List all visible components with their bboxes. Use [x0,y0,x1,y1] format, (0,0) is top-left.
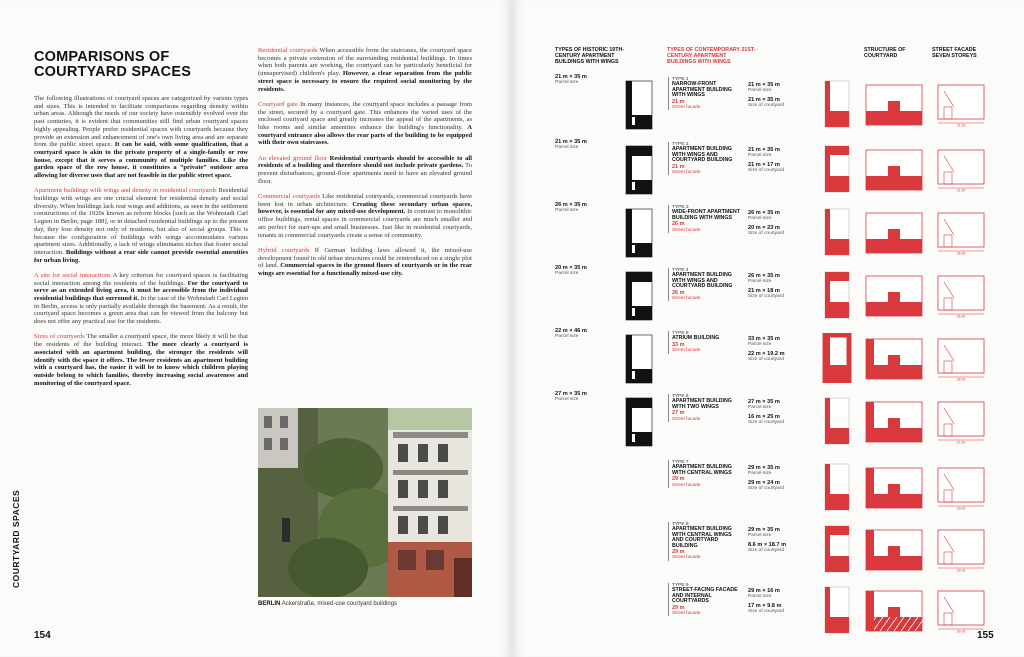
type-label [668,77,740,110]
type-dimensions [748,211,808,237]
type-name: STREET-FACING FACADE AND INTERNAL COURTYARDS [672,587,738,605]
street-facade-icon [930,528,992,572]
type-parcel-dims: 27 m × 35 m [748,399,780,405]
type-name: APARTMENT BUILDING WITH CENTRAL WINGS AND COURTYARD BUILDING [672,526,732,549]
type-name: APARTMENT BUILDING WITH WINGS AND COURTYARD BUILDING [672,272,733,290]
section-sidebar-label: COURTYARD SPACES [11,489,21,588]
facade-wrap [930,466,992,510]
type-label [668,522,740,561]
historic-plan-icon [612,144,654,196]
facade-wrap [930,400,992,444]
type-dimensions [748,148,808,174]
facade-width-label: 21.00 [956,123,966,127]
historic-plan-icon [612,79,654,131]
plan-icon-wrap [815,207,855,257]
structure-wrap [864,337,924,381]
type-facade-label: Street facade [672,296,701,302]
courtyard-structure-icon [864,337,924,381]
type-name: APARTMENT BUILDING WITH TWO WINGS [672,398,732,410]
elevated-paragraph: An elevated ground floor Residential courtyards should be accessible to all residents of a building and therefore should not include private gardens. To prevent disturbances, ground-floor apartments need to have an elevated ground floor. [258,154,472,185]
courtyard-structure-icon [864,589,924,633]
type-parcel-dims: 21 m × 35 m [748,82,780,88]
historic-parcel-dims: 26 m × 35 m [555,202,587,208]
type-court-label: Size of courtyard [748,486,784,492]
table-row [512,520,1024,578]
type-court-dims: 21 m × 35 m [748,96,780,103]
type-dimensions [748,528,808,554]
facade-width-label: 33.00 [956,377,966,381]
facade-width-label: 29.00 [956,506,966,510]
historic-label [555,75,605,86]
plan-icon-wrap [815,462,855,512]
structure-wrap [864,211,924,255]
historic-parcel-label: Parcel size [555,397,579,403]
type-facade-width: 29 m [672,604,685,611]
type-facade-label: Street facade [672,170,701,176]
courtyard-structure-icon [864,274,924,318]
type-parcel-label: Parcel size [748,594,772,600]
type-court-dims: 20 m × 23 m [748,224,780,231]
floor-plan-icon [815,396,855,446]
courtyard-structure-icon [864,466,924,510]
historic-label [555,140,605,151]
type-parcel-dims: 21 m × 35 m [748,147,780,153]
structure-wrap [864,274,924,318]
hybrid-paragraph: Hybrid courtyards If German building laws allowed it, the mixed-use development found in old urban structures could be reintroduced on a single plot of land. Commercial spaces in the ground floors of courtyards or in the rear wings are essential for a functionally mixed-use city. [258,246,473,277]
floor-plan-icon [815,333,855,383]
type-number: TYPE 7 [672,460,689,465]
plan-icon-wrap [815,333,855,383]
facade-width-label: 21.00 [956,188,966,192]
type-label [668,331,740,354]
type-label [668,205,740,233]
courtyard-structure-icon [864,528,924,572]
type-label [668,460,740,488]
text-column-left [34,95,248,395]
facade-wrap [930,528,992,572]
type-court-label: Size of courtyard [748,231,784,237]
table-row [512,581,1024,639]
type-number: TYPE 8 [672,522,689,527]
facade-wrap [930,589,992,633]
historic-plan-icon [612,396,654,448]
historic-parcel-dims: 27 m × 35 m [555,391,587,397]
type-court-dims: 17 m × 9.8 m [748,602,782,609]
facade-wrap [930,148,992,192]
type-parcel-label: Parcel size [748,88,772,94]
floor-plan-icon [815,585,855,635]
type-facade-width: 21 m [672,98,685,105]
facade-width-label: 26.00 [956,251,966,255]
historic-plan-icon [612,333,654,385]
type-facade-label: Street facade [672,105,701,111]
historic-parcel-dims: 21 m × 35 m [555,74,587,80]
facade-wrap [930,83,992,127]
street-facade-icon [930,148,992,192]
type-facade-width: 29 m [672,549,685,556]
type-dimensions [748,400,808,426]
type-court-label: Size of courtyard [748,609,784,615]
type-parcel-label: Parcel size [748,471,772,477]
historic-label [555,329,605,340]
type-facade-width: 26 m [672,289,685,296]
table-row [512,329,1024,387]
historic-plan [612,79,654,131]
courtyard-structure-icon [864,83,924,127]
type-parcel-dims: 29 m × 35 m [748,527,780,533]
floor-plan-icon [815,79,855,129]
structure-wrap [864,148,924,192]
residential-paragraph: Residential courtyards When accessible from the staircases, the courtyard space becomes a private extension of the surrounding residential buildings. In times when both parents are working, the courtyard can be particularly beneficial for (unsupervised) children's play. However, a clear separation from the public street space is necessary to ensure the required social monitoring by the residents. [258,47,472,93]
plan-icon-wrap [815,144,855,194]
type-parcel-label: Parcel size [748,279,772,285]
type-parcel-label: Parcel size [748,405,772,411]
structure-wrap [864,83,924,127]
street-facade-icon [930,466,992,510]
type-number: TYPE 3 [672,205,689,210]
facade-width-label: 26.00 [956,314,966,318]
type-number: TYPE 9 [672,583,689,588]
courtyard-structure-icon [864,148,924,192]
page-number-left: 154 [34,630,51,641]
historic-parcel-label: Parcel size [555,271,579,277]
type-parcel-label: Parcel size [748,533,772,539]
courtyard-structure-icon [864,211,924,255]
facade-width-label: 29.00 [956,568,966,572]
type-parcel-dims: 26 m × 35 m [748,273,780,279]
page-number-right: 155 [977,630,994,641]
type-court-label: Size of courtyard [748,103,784,109]
type-court-label: Size of courtyard [748,168,784,174]
type-facade-width: 27 m [672,410,685,417]
floor-plan-icon [815,524,855,574]
plan-icon-wrap [815,270,855,320]
table-row [512,266,1024,324]
historic-plan [612,333,654,385]
type-number: TYPE 1 [672,77,689,82]
historic-plan [612,396,654,448]
courtyard-photo-image [258,408,472,597]
historic-label [555,392,605,403]
type-facade-width: 21 m [672,163,685,170]
type-dimensions [748,337,808,363]
type-facade-width: 29 m [672,476,685,483]
type-parcel-label: Parcel size [748,216,772,222]
type-number: TYPE 5 [672,331,689,336]
type-facade-width: 26 m [672,221,685,228]
structure-wrap [864,528,924,572]
street-facade-icon [930,400,992,444]
wings-paragraph: Apartment buildings with wings and density in residential courtyards Residential buildings with wings are one crucial element for residential density and social diversity. When buildings lack rear wings and additions, as seen in the settlement constructions of the 1920s known as reform blocks [such as the Wohnstadt Carl Legien in Berlin, page 188], or in detached residential buildings up to the present day, they lose density not only of residents, but also of social groups. This is because the configuration of buildings with wings accommodates various apartment sizes. Additionally, a lack of wings eliminates niches that foster social interaction. Buildings without a rear side cannot provide essential amenities for urban living. [34,187,248,264]
historic-parcel-dims: 22 m × 46 m [555,328,587,334]
header-structure: STRUCTURE OF COURTYARD [864,47,906,59]
type-label [668,142,740,175]
historic-plan-icon [612,270,654,322]
sizes-paragraph: Sizes of courtyards The smaller a courtyard space, the more likely it will be that the residents of the building interact. The more clearly a courtyard is associated with an apartment building, the stronger the residents will identify with the space it offers. The fewer residents an apartment building with a courtyard has, the easier it will be to know which children playing outside belong to which families, thereby increasing social awareness and monitoring of the courtyard space. [34,333,249,387]
social-paragraph: A site for social interactions A key criterion for courtyard spaces is facilitating social interaction among the residents of the buildings. For the courtyard to serve as an extended living area, it must be accessible from the individual residential buildings that surround it. In the case of the Wohnstadt Carl Legien in Berlin, access is only partially available through the basement. As a result, the courtyard space becomes a green area that can be viewed from the balcony but does not offer any practical use for the residents. [34,271,249,326]
gate-paragraph: Courtyard gate In many instances, the courtyard space includes a passage from the street, secured by a courtyard gate. This enhances the varied uses of the enclosed courtyard space and greatly increases the appeal of the apartments, as bike rooms and similar amenities enhance the building's functionality. A courtyard entrance also allows the rear parts of the building to be equipped with their own staircases. [258,100,472,147]
header-facade: STREET FACADE SEVEN STOREYS [932,47,977,59]
type-name: NARROW-FRONT APARTMENT BUILDING WITH WINGS [672,81,732,99]
type-facade-label: Street facade [672,482,701,488]
street-facade-icon [930,274,992,318]
table-row [512,458,1024,516]
type-number: TYPE 4 [672,268,689,273]
floor-plan-icon [815,144,855,194]
type-number: TYPE 2 [672,142,689,147]
floor-plan-icon [815,462,855,512]
plan-icon-wrap [815,585,855,635]
type-label [668,268,740,301]
table-row [512,392,1024,450]
table-row [512,140,1024,198]
historic-parcel-dims: 21 m × 35 m [555,139,587,145]
commercial-paragraph: Commercial courtyards Like residential courtyards, commercial courtyards have been lost in urban architecture. Creating these secondary urban spaces, however, is essential for any mixed-use development. In contrast to monolithic office buildings, rental spaces in commercial courtyards are much smaller and are perfect for start-ups and small businesses. Just like in residential courtyards, tenants in commercial courtyards create a sense of community. [258,193,473,239]
historic-parcel-label: Parcel size [555,80,579,86]
facade-wrap [930,211,992,255]
street-facade-icon [930,337,992,381]
floor-plan-icon [815,270,855,320]
plan-icon-wrap [815,524,855,574]
type-dimensions [748,589,808,615]
historic-plan [612,144,654,196]
historic-parcel-label: Parcel size [555,145,579,151]
facade-width-label: 29.00 [956,629,966,633]
type-label [668,394,740,422]
type-court-label: Size of courtyard [748,420,784,426]
historic-parcel-dims: 20 m × 35 m [555,265,587,271]
type-name: WIDE-FRONT APARTMENT BUILDING WITH WINGS [672,209,740,221]
type-court-dims: 29 m × 24 m [748,479,780,486]
intro-paragraph: The following illustrations of courtyard spaces are categorized by various types and sizes. This is intended to facilitate comparisons regarding density within urban areas. Although the needs of our society have ostensibly evolved over the past centuries, it is evident that communities still find urban courtyard spaces highly appealing. People prefer residential spaces with courtyards because they provide an extension and enhancement of one's own living area and are separate from the public street space. It can be said, with some qualification, that a courtyard space is akin to the private property of a single-family or row house, except that it serves a community of multiple families. Like the garden space of the row house, it constitutes a “private” outdoor area allowing for diverse uses that are not feasible in the public street space. [34,95,248,180]
type-parcel-dims: 29 m × 35 m [748,465,780,471]
header-historic: TYPES OF HISTORIC 19TH-CENTURY APARTMENT BUILDINGS WITH WINGS [555,47,625,65]
historic-parcel-label: Parcel size [555,208,579,214]
type-number: TYPE 6 [672,394,689,399]
right-page [512,0,1024,657]
photo-caption: BERLIN Ackerstraße, mixed-use courtyard buildings [258,601,398,607]
structure-wrap [864,466,924,510]
plan-icon-wrap [815,396,855,446]
historic-plan-icon [612,207,654,259]
text-column-right [258,47,472,285]
type-court-label: Size of courtyard [748,357,784,363]
type-parcel-label: Parcel size [748,342,772,348]
street-facade-icon [930,589,992,633]
header-contemporary: TYPES OF CONTEMPORARY 21ST-CENTURY APARTMENT BUILDINGS WITH WINGS [667,47,756,65]
courtyard-photo [258,408,472,597]
plan-icon-wrap [815,79,855,129]
historic-label [555,266,605,277]
type-parcel-dims: 29 m × 16 m [748,588,780,594]
type-court-label: Size of courtyard [748,294,784,300]
type-facade-label: Street facade [672,555,701,561]
type-court-dims: 21 m × 18 m [748,287,780,294]
structure-wrap [864,589,924,633]
facade-wrap [930,337,992,381]
type-facade-label: Street facade [672,611,701,617]
street-facade-icon [930,83,992,127]
type-parcel-dims: 26 m × 35 m [748,210,780,216]
type-court-dims: 21 m × 17 m [748,161,780,168]
type-dimensions [748,466,808,492]
street-facade-icon [930,211,992,255]
type-facade-width: 33 m [672,341,685,348]
page-title: COMPARISONS OF COURTYARD SPACES [34,49,192,80]
table-row [512,75,1024,133]
type-court-label: Size of courtyard [748,548,784,554]
table-row [512,203,1024,261]
historic-label [555,203,605,214]
facade-width-label: 27.00 [956,440,966,444]
type-dimensions [748,274,808,300]
type-court-dims: 22 m × 19.2 m [748,350,785,357]
historic-parcel-label: Parcel size [555,334,579,340]
type-name: APARTMENT BUILDING WITH CENTRAL WINGS [672,464,732,476]
courtyard-structure-icon [864,400,924,444]
historic-plan [612,207,654,259]
type-facade-label: Street facade [672,227,701,233]
facade-wrap [930,274,992,318]
type-facade-label: Street facade [672,416,701,422]
type-facade-label: Street facade [672,348,701,354]
type-parcel-dims: 33 m × 35 m [748,336,780,342]
type-label [668,583,740,616]
type-name: ATRIUM BUILDING [672,335,720,342]
type-parcel-label: Parcel size [748,153,772,159]
type-dimensions [748,83,808,109]
type-court-dims: 16 m × 25 m [748,413,780,420]
type-court-dims: 8.6 m × 18.7 m [748,541,787,548]
historic-plan [612,270,654,322]
structure-wrap [864,400,924,444]
floor-plan-icon [815,207,855,257]
type-name: APARTMENT BUILDING WITH WINGS AND COURTYARD BUILDING [672,146,733,164]
